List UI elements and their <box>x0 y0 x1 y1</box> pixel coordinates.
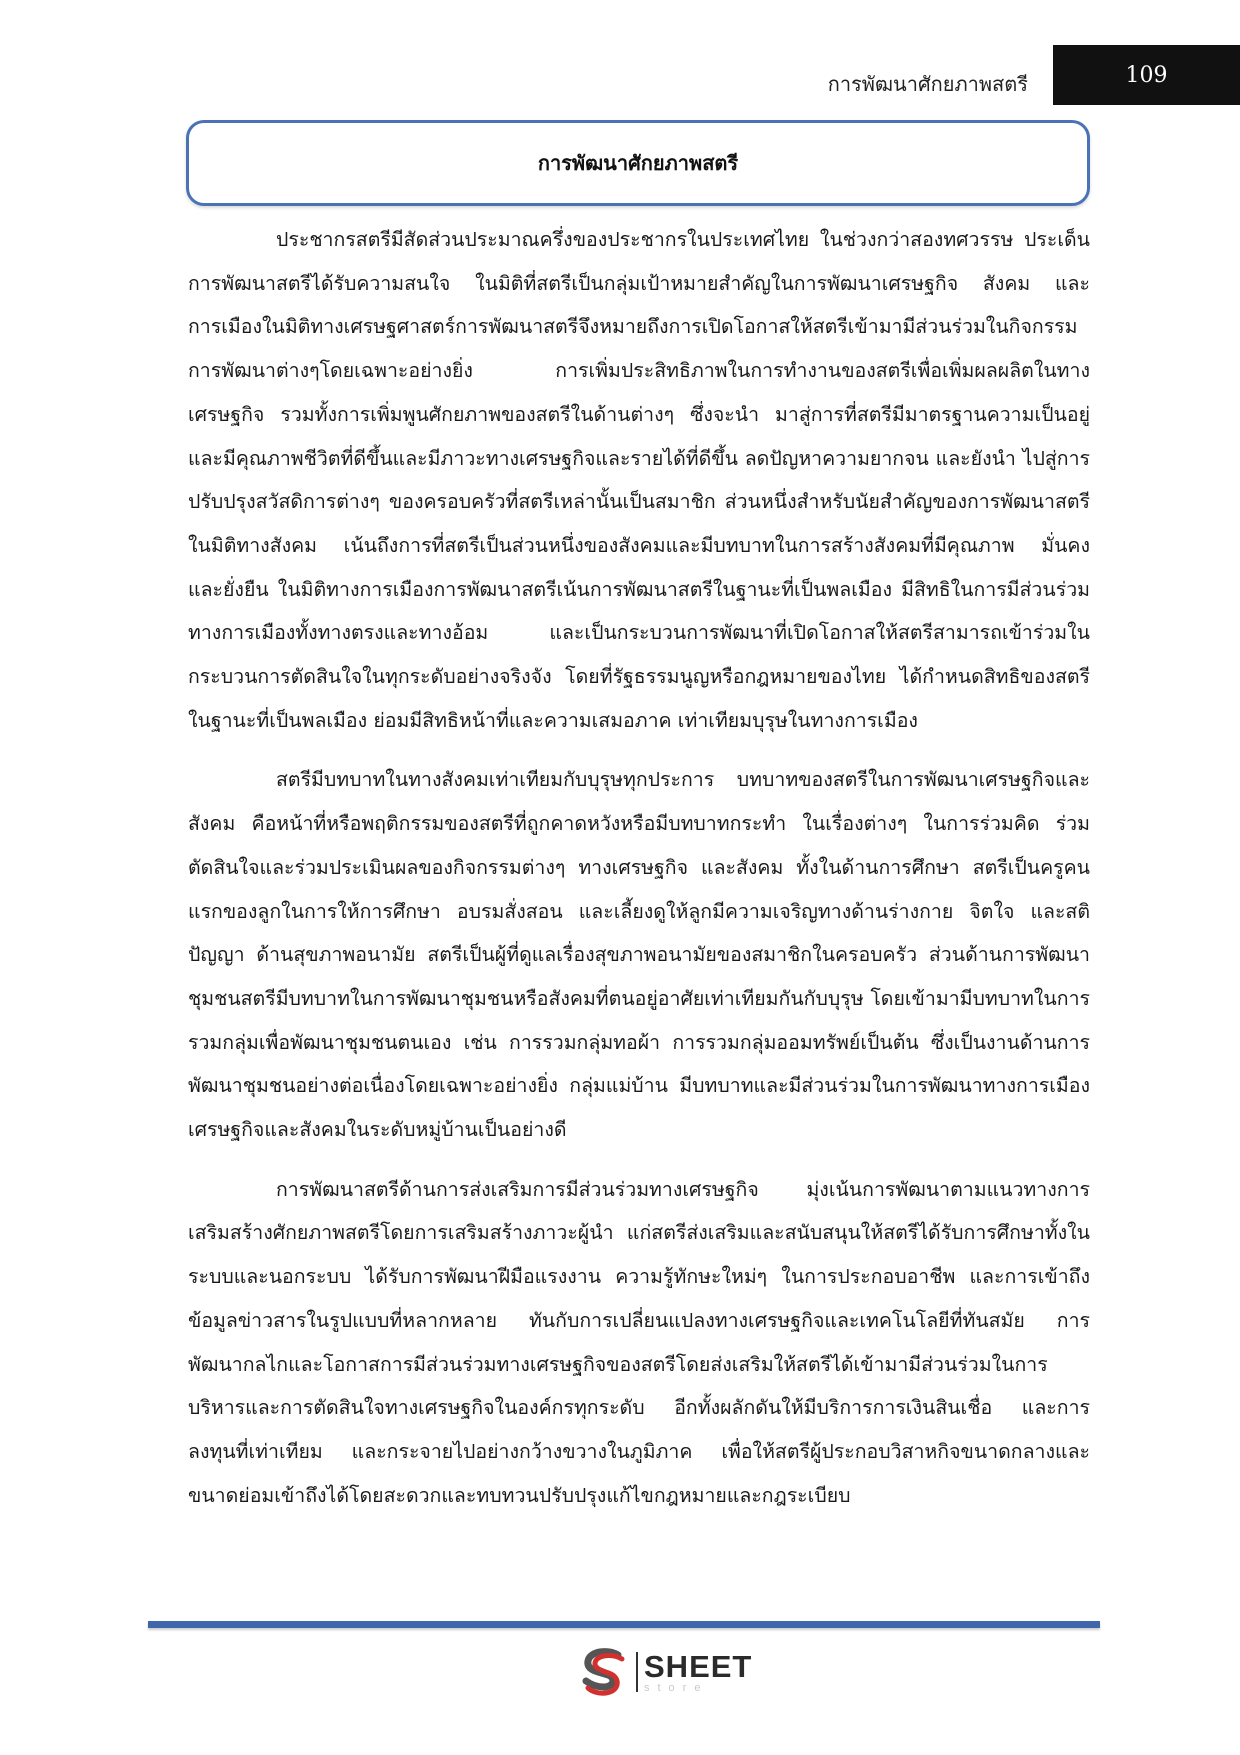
body-text <box>188 218 1090 1517</box>
paragraph-3: การพัฒนาสตรีด้านการส่งเสริมการมีส่วนร่วมทางเศรษฐกิจ มุ่งเน้นการพัฒนาตามแนวทางการเสริมสร้างศักยภาพสตรีโดยการเสริมสร้างภาวะผู้นำ แก่สตรีส่งเสริมและสนับสนุนให้สตรีได้รับการศึกษาทั้งในระบบและนอกระบบ ได้รับการพัฒนาฝีมือแรงงาน ความรู้ทักษะใหม่ๆ ในการประกอบอาชีพ และการเข้าถึงข้อมูลข่าวสารในรูปแบบที่หลากหลาย ทันกับการเปลี่ยนแปลงทางเศรษฐกิจและเทคโนโลยีที่ทันสมัย การพัฒนากลไกและโอกาสการมีส่วนร่วมทางเศรษฐกิจของสตรีโดยส่งเสริมให้สตรีได้เข้ามามีส่วนร่วมในการบริหารและการตัดสินใจทางเศรษฐกิจในองค์กรทุกระดับ อีกทั้งผลักดันให้มีบริการการเงินสินเชื่อ และการลงทุนที่เท่าเทียม และกระจายไปอย่างกว้างขวางในภูมิภาค เพื่อให้สตรีผู้ประกอบวิสาหกิจขนาดกลางและขนาดย่อมเข้าถึงได้โดยสะดวกและทบทวนปรับปรุงแก้ไขกฎหมายและกฎระเบียบ <box>188 1177 1090 1507</box>
footer-divider <box>148 1621 1100 1628</box>
paragraph-1: ประชากรสตรีมีสัดส่วนประมาณครึ่งของประชากรในประเทศไทย ในช่วงกว่าสองทศวรรษ ประเด็นการพัฒนาสตรีได้รับความสนใจ ในมิติที่สตรีเป็นกลุ่มเป้าหมายสำคัญในการพัฒนาเศรษฐกิจ สังคม และการเมืองในมิติทางเศรษฐศาสตร์การพัฒนาสตรีจึงหมายถึงการเปิดโอกาสให้สตรีเข้ามามีส่วนร่วมในกิจกรรมการพัฒนาต่างๆโดยเฉพาะอย่างยิ่ง การเพิ่มประสิทธิภาพในการทำงานของสตรีเพื่อเพิ่มผลผลิตในทางเศรษฐกิจ รวมทั้งการเพิ่มพูนศักยภาพของสตรีในด้านต่างๆ ซึ่งจะนำ มาสู่การที่สตรีมีมาตรฐานความเป็นอยู่และมีคุณภาพชีวิตที่ดีขึ้นและมีภาวะทางเศรษฐกิจและรายได้ที่ดีขึ้น ลดปัญหาความยากจน และยังนำ ไปสู่การปรับปรุงสวัสดิการต่างๆ ของครอบครัวที่สตรีเหล่านั้นเป็นสมาชิก ส่วนหนึ่งสำหรับนัยสำคัญของการพัฒนาสตรีในมิติทางสังคม เน้นถึงการที่สตรีเป็นส่วนหนึ่งของสังคมและมีบทบาทในการสร้างสังคมที่มีคุณภาพ มั่นคง และยั่งยืน ในมิติทางการเมืองการพัฒนาสตรีเน้นการพัฒนาสตรีในฐานะที่เป็นพลเมือง มีสิทธิในการมีส่วนร่วมทางการเมืองทั้งทางตรงและทางอ้อม และเป็นกระบวนการพัฒนาที่เปิดโอกาสให้สตรีสามารถเข้าร่วมในกระบวนการตัดสินใจในทุกระดับอย่างจริงจัง โดยที่รัฐธรรมนูญหรือกฎหมายของไทย ได้กำหนดสิทธิของสตรีในฐานะที่เป็นพลเมือง ย่อมมีสิทธิหน้าที่และความเสมอภาค เท่าเทียมบุรุษในทางการเมือง <box>188 228 1090 732</box>
footer-logo <box>578 1647 752 1697</box>
chapter-title-box <box>186 120 1090 206</box>
running-header-title: การพัฒนาศักยภาพสตรี <box>827 72 1028 96</box>
paragraph-2: สตรีมีบทบาทในทางสังคมเท่าเทียมกับบุรุษทุกประการ บทบาทของสตรีในการพัฒนาเศรษฐกิจและสังคม คือหน้าที่หรือพฤติกรรมของสตรีที่ถูกคาดหวังหรือมีบทบาทกระทำ ในเรื่องต่างๆ ในการร่วมคิด ร่วมตัดสินใจและร่วมประเมินผลของกิจกรรมต่างๆ ทางเศรษฐกิจ และสังคม ทั้งในด้านการศึกษา สตรีเป็นครูคนแรกของลูกในการให้การศึกษา อบรมสั่งสอน และเลี้ยงดูให้ลูกมีความเจริญทางด้านร่างกาย จิตใจ และสติปัญญา ด้านสุขภาพอนามัย สตรีเป็นผู้ที่ดูแลเรื่องสุขภาพอนามัยของสมาชิกในครอบครัว ส่วนด้านการพัฒนาชุมชนสตรีมีบทบาทในการพัฒนาชุมชนหรือสังคมที่ตนอยู่อาศัยเท่าเทียมกันกับบุรุษ โดยเข้ามามีบทบาทในการรวมกลุ่มเพื่อพัฒนาชุมชนตนเอง เช่น การรวมกลุ่มทอผ้า การรวมกลุ่มออมทรัพย์เป็นต้น ซึ่งเป็นงานด้านการพัฒนาชุมชนอย่างต่อเนื่องโดยเฉพาะอย่างยิ่ง กลุ่มแม่บ้าน มีบทบาทและมีส่วนร่วมในการพัฒนาทางการเมืองเศรษฐกิจและสังคมในระดับหมู่บ้านเป็นอย่างดี <box>188 768 1090 1142</box>
sheet-store-logo-icon <box>578 1647 632 1697</box>
logo-text: SHEET <box>644 1648 753 1684</box>
logo-subtext: store <box>644 1681 709 1694</box>
page-number-box <box>1053 45 1240 105</box>
logo-divider <box>636 1652 638 1692</box>
chapter-title: การพัฒนาศักยภาพสตรี <box>537 151 739 175</box>
logo-text-group <box>644 1648 753 1694</box>
page-number: 109 <box>1125 62 1168 88</box>
